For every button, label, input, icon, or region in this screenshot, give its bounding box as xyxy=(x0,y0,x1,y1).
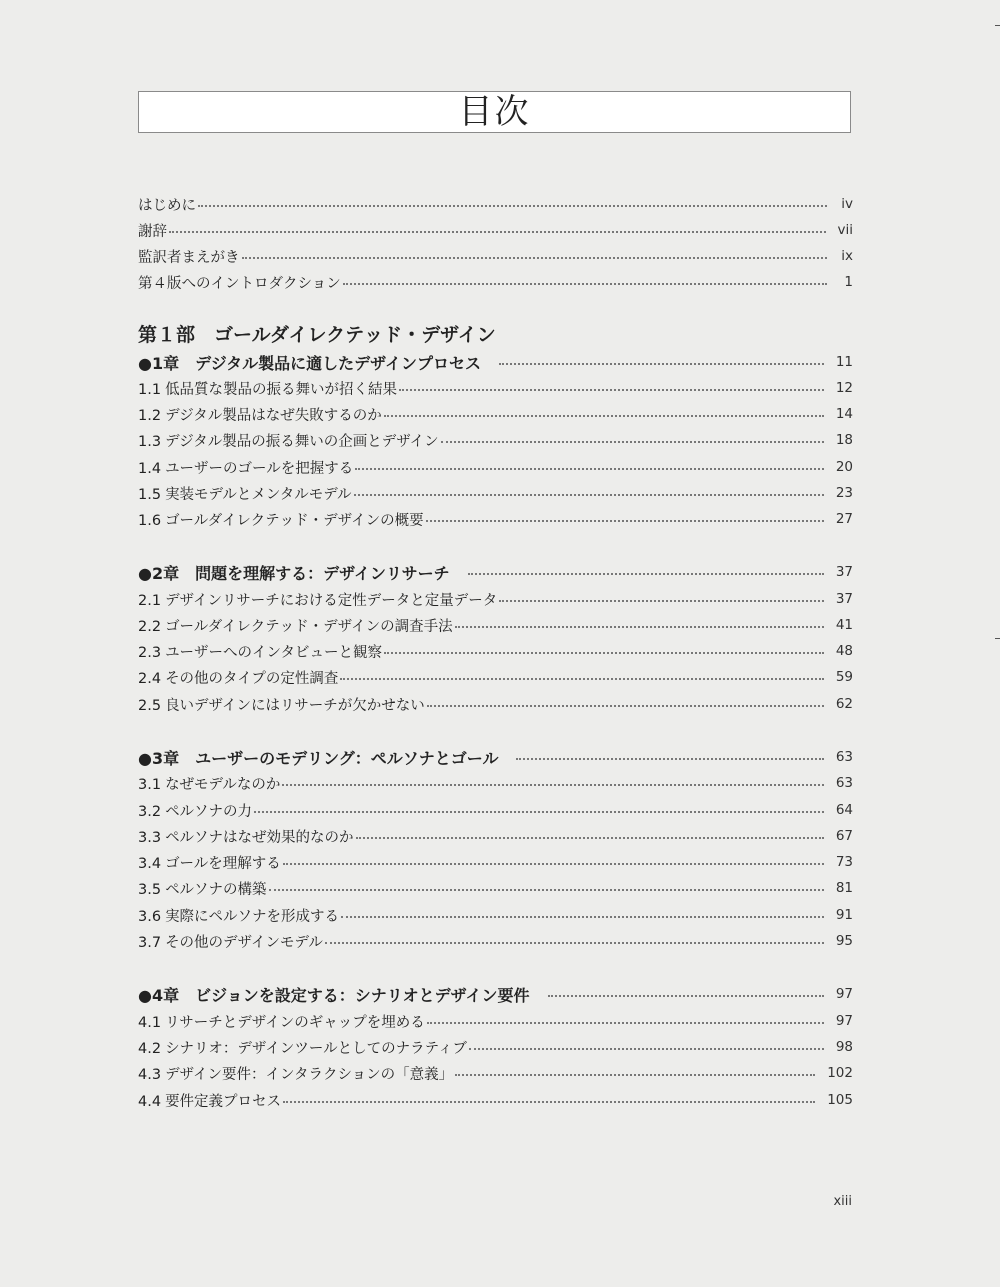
toc-entry-label: はじめに xyxy=(138,197,196,214)
dot-leader xyxy=(427,705,824,707)
dot-leader xyxy=(325,942,824,944)
section-label: シナリオ：デザインツールとしてのナラティブ xyxy=(165,1040,467,1057)
section-number: 2.1 xyxy=(138,592,162,609)
toc-section[interactable] xyxy=(138,1009,853,1033)
section-page: 18 xyxy=(835,432,853,448)
dot-leader xyxy=(283,1101,815,1103)
dot-leader xyxy=(356,837,824,839)
toc-entry-front-matter[interactable] xyxy=(138,218,853,242)
toc-chapter-2[interactable] xyxy=(138,560,853,584)
section-page: 37 xyxy=(835,591,853,607)
chapter-page: 11 xyxy=(835,354,853,370)
section-label: デザイン要件：インタラクションの「意義」 xyxy=(165,1066,454,1083)
dot-leader xyxy=(340,678,823,680)
toc-section[interactable] xyxy=(138,903,853,927)
crop-mark xyxy=(995,25,1000,26)
section-page: 95 xyxy=(835,933,853,949)
section-label: リサーチとデザインのギャップを埋める xyxy=(165,1014,425,1031)
dot-leader xyxy=(516,758,823,760)
dot-leader xyxy=(242,257,828,259)
section-number: 1.5 xyxy=(138,486,162,503)
section-number: 4.4 xyxy=(138,1093,162,1110)
section-label: 実際にペルソナを形成する xyxy=(165,908,340,925)
dot-leader xyxy=(341,916,824,918)
toc-section[interactable] xyxy=(138,798,853,822)
section-label: デザインリサーチにおける定性データと定量データ xyxy=(165,592,498,609)
crop-mark xyxy=(995,638,1000,639)
section-label: 良いデザインにはリサーチが欠かせない xyxy=(165,697,425,714)
section-page: 81 xyxy=(835,880,853,896)
dot-leader xyxy=(399,389,824,391)
section-number: 4.3 xyxy=(138,1066,162,1083)
dot-leader xyxy=(426,520,824,522)
dot-leader xyxy=(254,811,824,813)
chapter-label: ●2章 問題を理解する：デザインリサーチ xyxy=(138,563,450,583)
section-page: 64 xyxy=(835,802,853,818)
section-page: 20 xyxy=(835,459,853,475)
toc-section[interactable] xyxy=(138,613,853,637)
section-number: 2.5 xyxy=(138,697,162,714)
chapter-page: 63 xyxy=(835,749,853,765)
toc-chapter-1[interactable] xyxy=(138,350,853,374)
toc-section[interactable] xyxy=(138,455,853,479)
section-number: 3.1 xyxy=(138,776,162,793)
section-label: ペルソナの構築 xyxy=(165,881,267,898)
dot-leader xyxy=(441,441,824,443)
toc-entry-label: 第４版へのイントロダクション xyxy=(138,275,341,292)
toc-section[interactable] xyxy=(138,824,853,848)
part-heading: 第１部 ゴールダイレクテッド・デザイン xyxy=(138,323,496,346)
section-page: 97 xyxy=(835,1013,853,1029)
section-number: 4.1 xyxy=(138,1014,162,1031)
toc-section[interactable] xyxy=(138,771,853,795)
dot-leader xyxy=(455,1074,815,1076)
toc-section[interactable] xyxy=(138,665,853,689)
chapter-label: ●3章 ユーザーのモデリング：ペルソナとゴール xyxy=(138,748,499,768)
section-number: 1.2 xyxy=(138,407,162,424)
toc-entry-front-matter[interactable] xyxy=(138,192,853,216)
dot-leader xyxy=(354,494,824,496)
chapter-page: 37 xyxy=(835,564,853,580)
dot-leader xyxy=(282,784,823,786)
section-label: ユーザーへのインタビューと観察 xyxy=(165,644,382,661)
section-page: 62 xyxy=(835,696,853,712)
page-number: xiii xyxy=(833,1194,852,1209)
section-label: その他のタイプの定性調査 xyxy=(165,670,339,687)
section-number: 2.4 xyxy=(138,670,162,687)
dot-leader xyxy=(455,626,824,628)
toc-entry-label: 監訳者まえがき xyxy=(138,249,240,266)
dot-leader xyxy=(198,205,827,207)
section-number: 3.3 xyxy=(138,829,162,846)
section-page: 98 xyxy=(835,1039,853,1055)
section-label: ペルソナの力 xyxy=(165,803,253,820)
toc-section[interactable] xyxy=(138,639,853,663)
page-title: 目次 xyxy=(458,92,531,132)
dot-leader xyxy=(468,573,824,575)
section-label: ユーザーのゴールを把握する xyxy=(165,460,354,477)
section-label: ゴールダイレクテッド・デザインの概要 xyxy=(165,512,424,529)
section-page: 23 xyxy=(835,485,853,501)
section-number: 2.3 xyxy=(138,644,162,661)
section-page: 27 xyxy=(835,511,853,527)
section-number: 3.7 xyxy=(138,934,162,951)
dot-leader xyxy=(343,283,827,285)
section-label: ゴールダイレクテッド・デザインの調査手法 xyxy=(165,618,453,635)
section-label: その他のデザインモデル xyxy=(165,934,323,951)
section-number: 1.1 xyxy=(138,381,162,398)
toc-section[interactable] xyxy=(138,1088,853,1112)
toc-section[interactable] xyxy=(138,692,853,716)
section-label: なぜモデルなのか xyxy=(165,776,281,793)
section-number: 3.5 xyxy=(138,881,162,898)
toc-section[interactable] xyxy=(138,1061,853,1085)
dot-leader xyxy=(427,1022,824,1024)
toc-section[interactable] xyxy=(138,587,853,611)
toc-chapter-3[interactable] xyxy=(138,745,853,769)
dot-leader xyxy=(355,468,824,470)
dot-leader xyxy=(499,363,824,365)
section-number: 3.4 xyxy=(138,855,162,872)
section-page: 73 xyxy=(835,854,853,870)
section-page: 14 xyxy=(835,406,853,422)
toc-section[interactable] xyxy=(138,481,853,505)
section-label: 実装モデルとメンタルモデル xyxy=(165,486,352,503)
section-number: 1.4 xyxy=(138,460,162,477)
section-page: 48 xyxy=(835,643,853,659)
section-number: 3.6 xyxy=(138,908,162,925)
toc-section[interactable] xyxy=(138,876,853,900)
section-page: 59 xyxy=(835,669,853,685)
section-number: 1.3 xyxy=(138,433,162,450)
section-page: 41 xyxy=(835,617,853,633)
toc-section[interactable] xyxy=(138,850,853,874)
section-number: 2.2 xyxy=(138,618,162,635)
section-label: 低品質な製品の振る舞いが招く結果 xyxy=(165,381,398,398)
dot-leader xyxy=(469,1048,824,1050)
section-page: 105 xyxy=(827,1092,853,1108)
chapter-label: ●1章 デジタル製品に適したデザインプロセス xyxy=(138,353,482,373)
toc-section[interactable] xyxy=(138,929,853,953)
dot-leader xyxy=(499,600,824,602)
section-number: 1.6 xyxy=(138,512,162,529)
dot-leader xyxy=(384,652,824,654)
section-number: 3.2 xyxy=(138,803,162,820)
chapter-page: 97 xyxy=(835,986,853,1002)
dot-leader xyxy=(269,889,824,891)
section-label: デジタル製品はなぜ失敗するのか xyxy=(165,407,382,424)
dot-leader xyxy=(169,231,826,233)
section-page: 102 xyxy=(827,1065,853,1081)
toc-entry-page: iv xyxy=(841,196,853,212)
toc-entry-label: 謝辞 xyxy=(138,223,167,240)
toc-section[interactable] xyxy=(138,428,853,452)
toc-section[interactable] xyxy=(138,402,853,426)
toc-section[interactable] xyxy=(138,1035,853,1059)
toc-entry-front-matter[interactable] xyxy=(138,270,853,294)
section-page: 67 xyxy=(835,828,853,844)
chapter-label: ●4章 ビジョンを設定する：シナリオとデザイン要件 xyxy=(138,985,530,1005)
section-page: 91 xyxy=(835,907,853,923)
toc-section[interactable] xyxy=(138,376,853,400)
dot-leader xyxy=(283,863,824,865)
toc-entry-front-matter[interactable] xyxy=(138,244,853,268)
toc-section[interactable] xyxy=(138,507,853,531)
section-label: ゴールを理解する xyxy=(165,855,281,872)
section-label: ペルソナはなぜ効果的なのか xyxy=(165,829,354,846)
toc-title-box xyxy=(138,91,851,133)
section-page: 12 xyxy=(835,380,853,396)
section-page: 63 xyxy=(835,775,853,791)
toc-entry-page: 1 xyxy=(844,274,853,290)
toc-chapter-4[interactable] xyxy=(138,982,853,1006)
section-number: 4.2 xyxy=(138,1040,162,1057)
toc-entry-page: ix xyxy=(841,248,853,264)
dot-leader xyxy=(384,415,824,417)
toc-entry-page: vii xyxy=(837,222,853,238)
section-label: 要件定義プロセス xyxy=(165,1093,282,1110)
section-label: デジタル製品の振る舞いの企画とデザイン xyxy=(165,433,439,450)
dot-leader xyxy=(548,995,824,997)
